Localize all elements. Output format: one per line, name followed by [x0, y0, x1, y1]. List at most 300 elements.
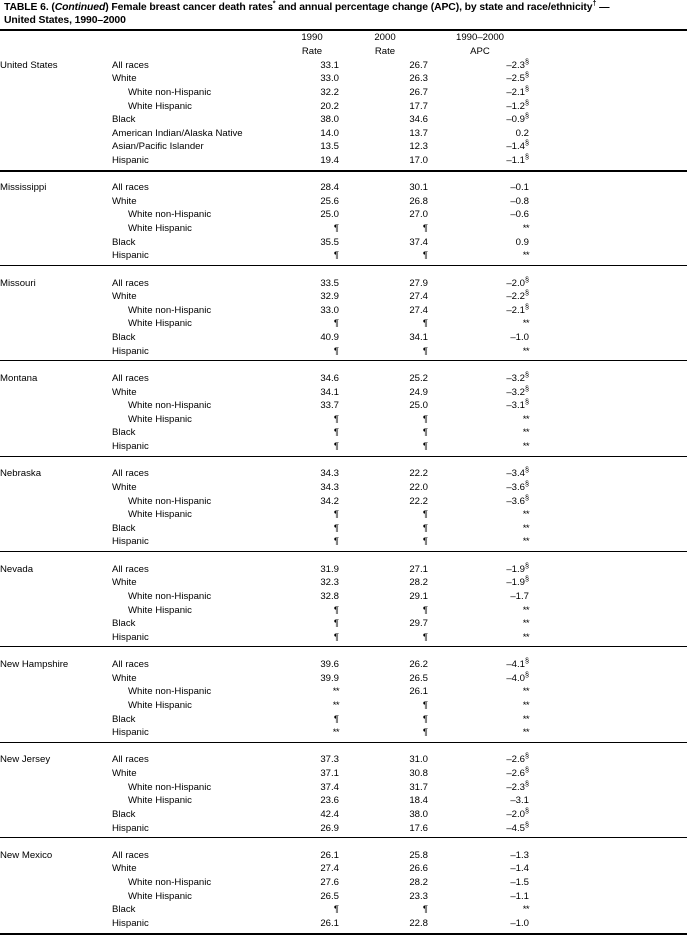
table-row	[0, 331, 687, 345]
section-rule-cell	[0, 835, 687, 849]
table-body	[0, 59, 687, 944]
apc-value: –1.9§	[430, 576, 530, 590]
race-ethnicity-label: American Indian/Alaska Native	[112, 127, 284, 141]
title-suffix: —	[596, 2, 609, 13]
section-rule-thick	[0, 168, 687, 182]
race-ethnicity-label: White non-Hispanic	[112, 495, 284, 509]
apc-value	[430, 699, 530, 713]
significance-marker: §	[525, 84, 529, 93]
race-ethnicity-label: White	[112, 72, 284, 86]
table-row	[0, 508, 687, 522]
rate-1990-value: 32.3	[284, 576, 340, 590]
race-ethnicity-label: White Hispanic	[112, 604, 284, 618]
table-row	[0, 426, 687, 440]
section-rule-thin	[0, 740, 687, 754]
header-state-spacer-2	[0, 45, 112, 59]
rate-1990-value: 27.4	[284, 862, 340, 876]
rate-1990-value	[284, 726, 340, 740]
rate-2000-value: 26.7	[340, 59, 430, 73]
table-row	[0, 535, 687, 549]
rate-1990-value: 13.5	[284, 140, 340, 154]
race-ethnicity-label: All races	[112, 59, 284, 73]
section-rule-cell	[0, 454, 687, 468]
rate-2000-value	[340, 249, 430, 263]
state-name-cell-empty	[0, 195, 112, 209]
unstable-estimate-symbol: ¶	[334, 427, 339, 438]
rate-2000-value: 34.1	[340, 331, 430, 345]
unstable-estimate-symbol: ¶	[334, 536, 339, 547]
rate-1990-value: 34.6	[284, 372, 340, 386]
rate-2000-value: 27.4	[340, 304, 430, 318]
rate-1990-value: 25.6	[284, 195, 340, 209]
state-name-cell-empty	[0, 508, 112, 522]
significance-marker: §	[525, 397, 529, 406]
row-right-pad	[530, 862, 687, 876]
unstable-estimate-symbol: ¶	[334, 441, 339, 452]
rate-2000-value: 24.9	[340, 386, 430, 400]
not-available-symbol: **	[523, 700, 529, 711]
race-ethnicity-label: White	[112, 195, 284, 209]
race-ethnicity-label: Black	[112, 522, 284, 536]
table-row	[0, 699, 687, 713]
row-right-pad	[530, 154, 687, 168]
row-right-pad	[530, 685, 687, 699]
rate-1990-value: 32.8	[284, 590, 340, 604]
table-row	[0, 631, 687, 645]
apc-value: –0.1	[430, 181, 530, 195]
significance-marker: §	[525, 560, 529, 569]
rate-2000-value: 29.1	[340, 590, 430, 604]
apc-value: –3.2§	[430, 386, 530, 400]
table-row	[0, 249, 687, 263]
unstable-estimate-symbol: ¶	[334, 523, 339, 534]
apc-value: –2.6§	[430, 753, 530, 767]
race-ethnicity-label: Hispanic	[112, 345, 284, 359]
rate-2000-value: 28.2	[340, 576, 430, 590]
row-right-pad	[530, 753, 687, 767]
apc-value	[430, 903, 530, 917]
rate-1990-value: 33.1	[284, 59, 340, 73]
rate-1990-value	[284, 903, 340, 917]
table-row	[0, 876, 687, 890]
not-available-symbol: **	[523, 536, 529, 547]
unstable-estimate-symbol: ¶	[334, 318, 339, 329]
state-name-cell: New Jersey	[0, 753, 112, 767]
state-name-cell-empty	[0, 617, 112, 631]
unstable-estimate-symbol: ¶	[334, 714, 339, 725]
apc-value	[430, 440, 530, 454]
rate-1990-value: 26.1	[284, 849, 340, 863]
race-ethnicity-label: All races	[112, 277, 284, 291]
apc-value: –1.1	[430, 890, 530, 904]
row-right-pad	[530, 140, 687, 154]
header-state-spacer	[0, 31, 112, 45]
rate-2000-value: 17.0	[340, 154, 430, 168]
state-name-cell-empty	[0, 495, 112, 509]
rate-2000-value: 31.0	[340, 753, 430, 767]
table-row	[0, 222, 687, 236]
state-name-cell: Montana	[0, 372, 112, 386]
apc-value: –2.0§	[430, 277, 530, 291]
rate-1990-value	[284, 685, 340, 699]
rate-2000-value: 25.0	[340, 399, 430, 413]
table-row	[0, 59, 687, 73]
section-rule-thin	[0, 644, 687, 658]
table-row	[0, 590, 687, 604]
table-row	[0, 658, 687, 672]
section-rule-thin	[0, 263, 687, 277]
race-ethnicity-label: Black	[112, 808, 284, 822]
rate-1990-value	[284, 699, 340, 713]
unstable-estimate-symbol: ¶	[423, 223, 428, 234]
state-name-cell-empty	[0, 100, 112, 114]
table-row	[0, 195, 687, 209]
state-name-cell-empty	[0, 767, 112, 781]
state-name-cell: New Hampshire	[0, 658, 112, 672]
state-name-cell-empty	[0, 794, 112, 808]
row-right-pad	[530, 604, 687, 618]
race-ethnicity-label: Hispanic	[112, 631, 284, 645]
state-name-cell-empty	[0, 699, 112, 713]
rate-1990-value	[284, 440, 340, 454]
table-row	[0, 604, 687, 618]
unstable-estimate-symbol: ¶	[423, 714, 428, 725]
race-ethnicity-label: White Hispanic	[112, 794, 284, 808]
state-name-cell: Mississippi	[0, 181, 112, 195]
table-row	[0, 713, 687, 727]
table-row	[0, 767, 687, 781]
state-name-cell-empty	[0, 876, 112, 890]
rate-1990-value: 33.5	[284, 277, 340, 291]
significance-marker: §	[525, 778, 529, 787]
row-right-pad	[530, 236, 687, 250]
state-name-cell-empty	[0, 917, 112, 931]
apc-value: –3.1§	[430, 399, 530, 413]
apc-value: –0.6	[430, 208, 530, 222]
row-right-pad	[530, 522, 687, 536]
row-right-pad	[530, 658, 687, 672]
rate-1990-value	[284, 413, 340, 427]
rate-2000-value: 26.2	[340, 658, 430, 672]
unstable-estimate-symbol: ¶	[423, 318, 428, 329]
race-ethnicity-label: White	[112, 386, 284, 400]
table-row	[0, 481, 687, 495]
unstable-estimate-symbol: ¶	[334, 250, 339, 261]
header-race-spacer-2	[112, 45, 284, 59]
table-row	[0, 140, 687, 154]
not-available-symbol: **	[523, 346, 529, 357]
table-row	[0, 277, 687, 291]
state-name-cell-empty	[0, 249, 112, 263]
state-name-cell-empty	[0, 208, 112, 222]
state-name-cell-empty	[0, 127, 112, 141]
horizontal-rule	[0, 551, 687, 552]
apc-value: –3.6§	[430, 495, 530, 509]
race-ethnicity-label: White non-Hispanic	[112, 685, 284, 699]
row-right-pad	[530, 345, 687, 359]
significance-marker: §	[525, 274, 529, 283]
state-name-cell-empty	[0, 808, 112, 822]
state-name-cell-empty	[0, 399, 112, 413]
state-name-cell-empty	[0, 535, 112, 549]
row-right-pad	[530, 849, 687, 863]
unstable-estimate-symbol: ¶	[334, 904, 339, 915]
race-ethnicity-label: White Hispanic	[112, 317, 284, 331]
section-rule-thin	[0, 454, 687, 468]
apc-value	[430, 426, 530, 440]
significance-marker: §	[525, 97, 529, 106]
significance-marker: §	[525, 574, 529, 583]
apc-value: –1.3	[430, 849, 530, 863]
race-ethnicity-label: White Hispanic	[112, 222, 284, 236]
rate-2000-value: 26.1	[340, 685, 430, 699]
rate-2000-value	[340, 726, 430, 740]
table-title-block	[0, 0, 687, 27]
apc-value: 0.2	[430, 127, 530, 141]
apc-value	[430, 535, 530, 549]
row-right-pad	[530, 413, 687, 427]
race-ethnicity-label: White non-Hispanic	[112, 876, 284, 890]
section-rule-cell	[0, 263, 687, 277]
header-2000-year: 2000	[340, 31, 430, 45]
row-right-pad	[530, 781, 687, 795]
rate-1990-value: 37.4	[284, 781, 340, 795]
rate-1990-value	[284, 249, 340, 263]
table-row	[0, 467, 687, 481]
table-row	[0, 495, 687, 509]
rate-2000-value: 27.1	[340, 563, 430, 577]
rate-2000-value: 22.2	[340, 467, 430, 481]
not-available-symbol: **	[523, 427, 529, 438]
title-continued: Continued	[55, 2, 105, 13]
apc-value	[430, 508, 530, 522]
not-available-symbol: **	[523, 441, 529, 452]
not-available-symbol: **	[523, 509, 529, 520]
state-name-cell-empty	[0, 713, 112, 727]
row-right-pad	[530, 440, 687, 454]
state-name-cell-empty	[0, 726, 112, 740]
breast-cancer-death-rates-table	[0, 31, 687, 944]
apc-value: –1.7	[430, 590, 530, 604]
apc-value: –3.4§	[430, 467, 530, 481]
significance-marker: §	[525, 138, 529, 147]
row-right-pad	[530, 508, 687, 522]
row-right-pad	[530, 590, 687, 604]
apc-value: –1.4	[430, 862, 530, 876]
race-ethnicity-label: White Hispanic	[112, 508, 284, 522]
rate-1990-value: 26.5	[284, 890, 340, 904]
table-header	[0, 31, 687, 58]
row-right-pad	[530, 290, 687, 304]
state-name-cell-empty	[0, 781, 112, 795]
row-right-pad	[530, 372, 687, 386]
rate-1990-value: 35.5	[284, 236, 340, 250]
state-name-cell-empty	[0, 685, 112, 699]
state-name-cell-empty	[0, 822, 112, 836]
not-available-symbol: **	[333, 686, 339, 697]
rate-1990-value	[284, 604, 340, 618]
rate-2000-value	[340, 440, 430, 454]
unstable-estimate-symbol: ¶	[423, 414, 428, 425]
table-title-line-1	[4, 2, 681, 15]
apc-value	[430, 317, 530, 331]
state-name-cell-empty	[0, 72, 112, 86]
table-row	[0, 440, 687, 454]
rate-1990-value: 34.3	[284, 481, 340, 495]
race-ethnicity-label: White non-Hispanic	[112, 399, 284, 413]
rate-1990-value: 31.9	[284, 563, 340, 577]
apc-value: –4.1§	[430, 658, 530, 672]
state-name-cell-empty	[0, 481, 112, 495]
rate-1990-value: 26.9	[284, 822, 340, 836]
state-name-cell: United States	[0, 59, 112, 73]
horizontal-rule	[0, 360, 687, 361]
table-row	[0, 113, 687, 127]
row-right-pad	[530, 59, 687, 73]
unstable-estimate-symbol: ¶	[423, 536, 428, 547]
not-available-symbol: **	[523, 714, 529, 725]
significance-marker: §	[525, 370, 529, 379]
row-right-pad	[530, 467, 687, 481]
rate-1990-value	[284, 317, 340, 331]
table-row	[0, 808, 687, 822]
apc-value: –3.2§	[430, 372, 530, 386]
race-ethnicity-label: White non-Hispanic	[112, 590, 284, 604]
rate-1990-value	[284, 522, 340, 536]
rate-1990-value: 42.4	[284, 808, 340, 822]
horizontal-rule	[0, 456, 687, 457]
apc-value: –2.0§	[430, 808, 530, 822]
row-right-pad	[530, 794, 687, 808]
row-right-pad	[530, 672, 687, 686]
table-row	[0, 563, 687, 577]
rate-2000-value: 22.0	[340, 481, 430, 495]
race-ethnicity-label: White	[112, 290, 284, 304]
apc-value	[430, 249, 530, 263]
apc-value	[430, 685, 530, 699]
row-right-pad	[530, 113, 687, 127]
row-right-pad	[530, 576, 687, 590]
rate-1990-value: 26.1	[284, 917, 340, 931]
rate-2000-value	[340, 713, 430, 727]
table-row	[0, 781, 687, 795]
rate-2000-value	[340, 522, 430, 536]
unstable-estimate-symbol: ¶	[423, 346, 428, 357]
unstable-estimate-symbol: ¶	[423, 250, 428, 261]
state-name-cell-empty	[0, 113, 112, 127]
table-row	[0, 72, 687, 86]
race-ethnicity-label: Hispanic	[112, 726, 284, 740]
table-row	[0, 181, 687, 195]
race-ethnicity-label: Black	[112, 713, 284, 727]
title-middle: ) Female breast cancer death rates	[105, 2, 273, 13]
not-available-symbol: **	[523, 605, 529, 616]
state-name-cell: Nebraska	[0, 467, 112, 481]
rate-1990-value	[284, 426, 340, 440]
rate-2000-value: 17.7	[340, 100, 430, 114]
race-ethnicity-label: White	[112, 767, 284, 781]
rate-2000-value: 25.2	[340, 372, 430, 386]
horizontal-rule	[0, 837, 687, 838]
section-rule-cell	[0, 740, 687, 754]
rate-1990-value: 39.9	[284, 672, 340, 686]
race-ethnicity-label: All races	[112, 467, 284, 481]
race-ethnicity-label: Black	[112, 617, 284, 631]
state-name-cell-empty	[0, 576, 112, 590]
row-right-pad	[530, 208, 687, 222]
row-right-pad	[530, 86, 687, 100]
apc-value: –2.5§	[430, 72, 530, 86]
race-ethnicity-label: White non-Hispanic	[112, 781, 284, 795]
rate-1990-value: 33.7	[284, 399, 340, 413]
section-rule-cell	[0, 931, 687, 944]
rate-1990-value: 23.6	[284, 794, 340, 808]
state-name-cell-empty	[0, 86, 112, 100]
table-row	[0, 794, 687, 808]
table-row	[0, 208, 687, 222]
race-ethnicity-label: White	[112, 481, 284, 495]
table-row	[0, 917, 687, 931]
not-available-symbol: **	[523, 318, 529, 329]
significance-marker: §	[525, 152, 529, 161]
state-name-cell-empty	[0, 331, 112, 345]
race-ethnicity-label: Hispanic	[112, 154, 284, 168]
rate-2000-value: 12.3	[340, 140, 430, 154]
apc-value: –1.4§	[430, 140, 530, 154]
row-right-pad	[530, 563, 687, 577]
section-rule-thin	[0, 835, 687, 849]
apc-value	[430, 713, 530, 727]
rate-1990-value: 37.3	[284, 753, 340, 767]
header-apc-years: 1990–2000	[430, 31, 530, 45]
state-name-cell-empty	[0, 903, 112, 917]
rate-1990-value	[284, 535, 340, 549]
table-row	[0, 726, 687, 740]
rate-2000-value	[340, 317, 430, 331]
apc-value: –1.0	[430, 917, 530, 931]
race-ethnicity-label: White	[112, 862, 284, 876]
table-row	[0, 345, 687, 359]
row-right-pad	[530, 535, 687, 549]
rate-1990-value	[284, 631, 340, 645]
significance-marker: §	[525, 492, 529, 501]
rate-2000-value: 34.6	[340, 113, 430, 127]
not-available-symbol: **	[523, 414, 529, 425]
section-rule-cell	[0, 549, 687, 563]
unstable-estimate-symbol: ¶	[423, 427, 428, 438]
unstable-estimate-symbol: ¶	[423, 727, 428, 738]
apc-value	[430, 726, 530, 740]
apc-value: 0.9	[430, 236, 530, 250]
row-right-pad	[530, 903, 687, 917]
significance-marker: §	[525, 70, 529, 79]
table-row	[0, 304, 687, 318]
state-name-cell-empty	[0, 345, 112, 359]
row-right-pad	[530, 100, 687, 114]
state-name-cell-empty	[0, 413, 112, 427]
section-rule-thin	[0, 358, 687, 372]
unstable-estimate-symbol: ¶	[423, 605, 428, 616]
apc-value: –2.6§	[430, 767, 530, 781]
rate-1990-value: 32.9	[284, 290, 340, 304]
rate-1990-value: 27.6	[284, 876, 340, 890]
table-row	[0, 372, 687, 386]
state-name-cell-empty	[0, 426, 112, 440]
rate-2000-value: 26.5	[340, 672, 430, 686]
race-ethnicity-label: White Hispanic	[112, 890, 284, 904]
row-right-pad	[530, 481, 687, 495]
rate-2000-value: 31.7	[340, 781, 430, 795]
